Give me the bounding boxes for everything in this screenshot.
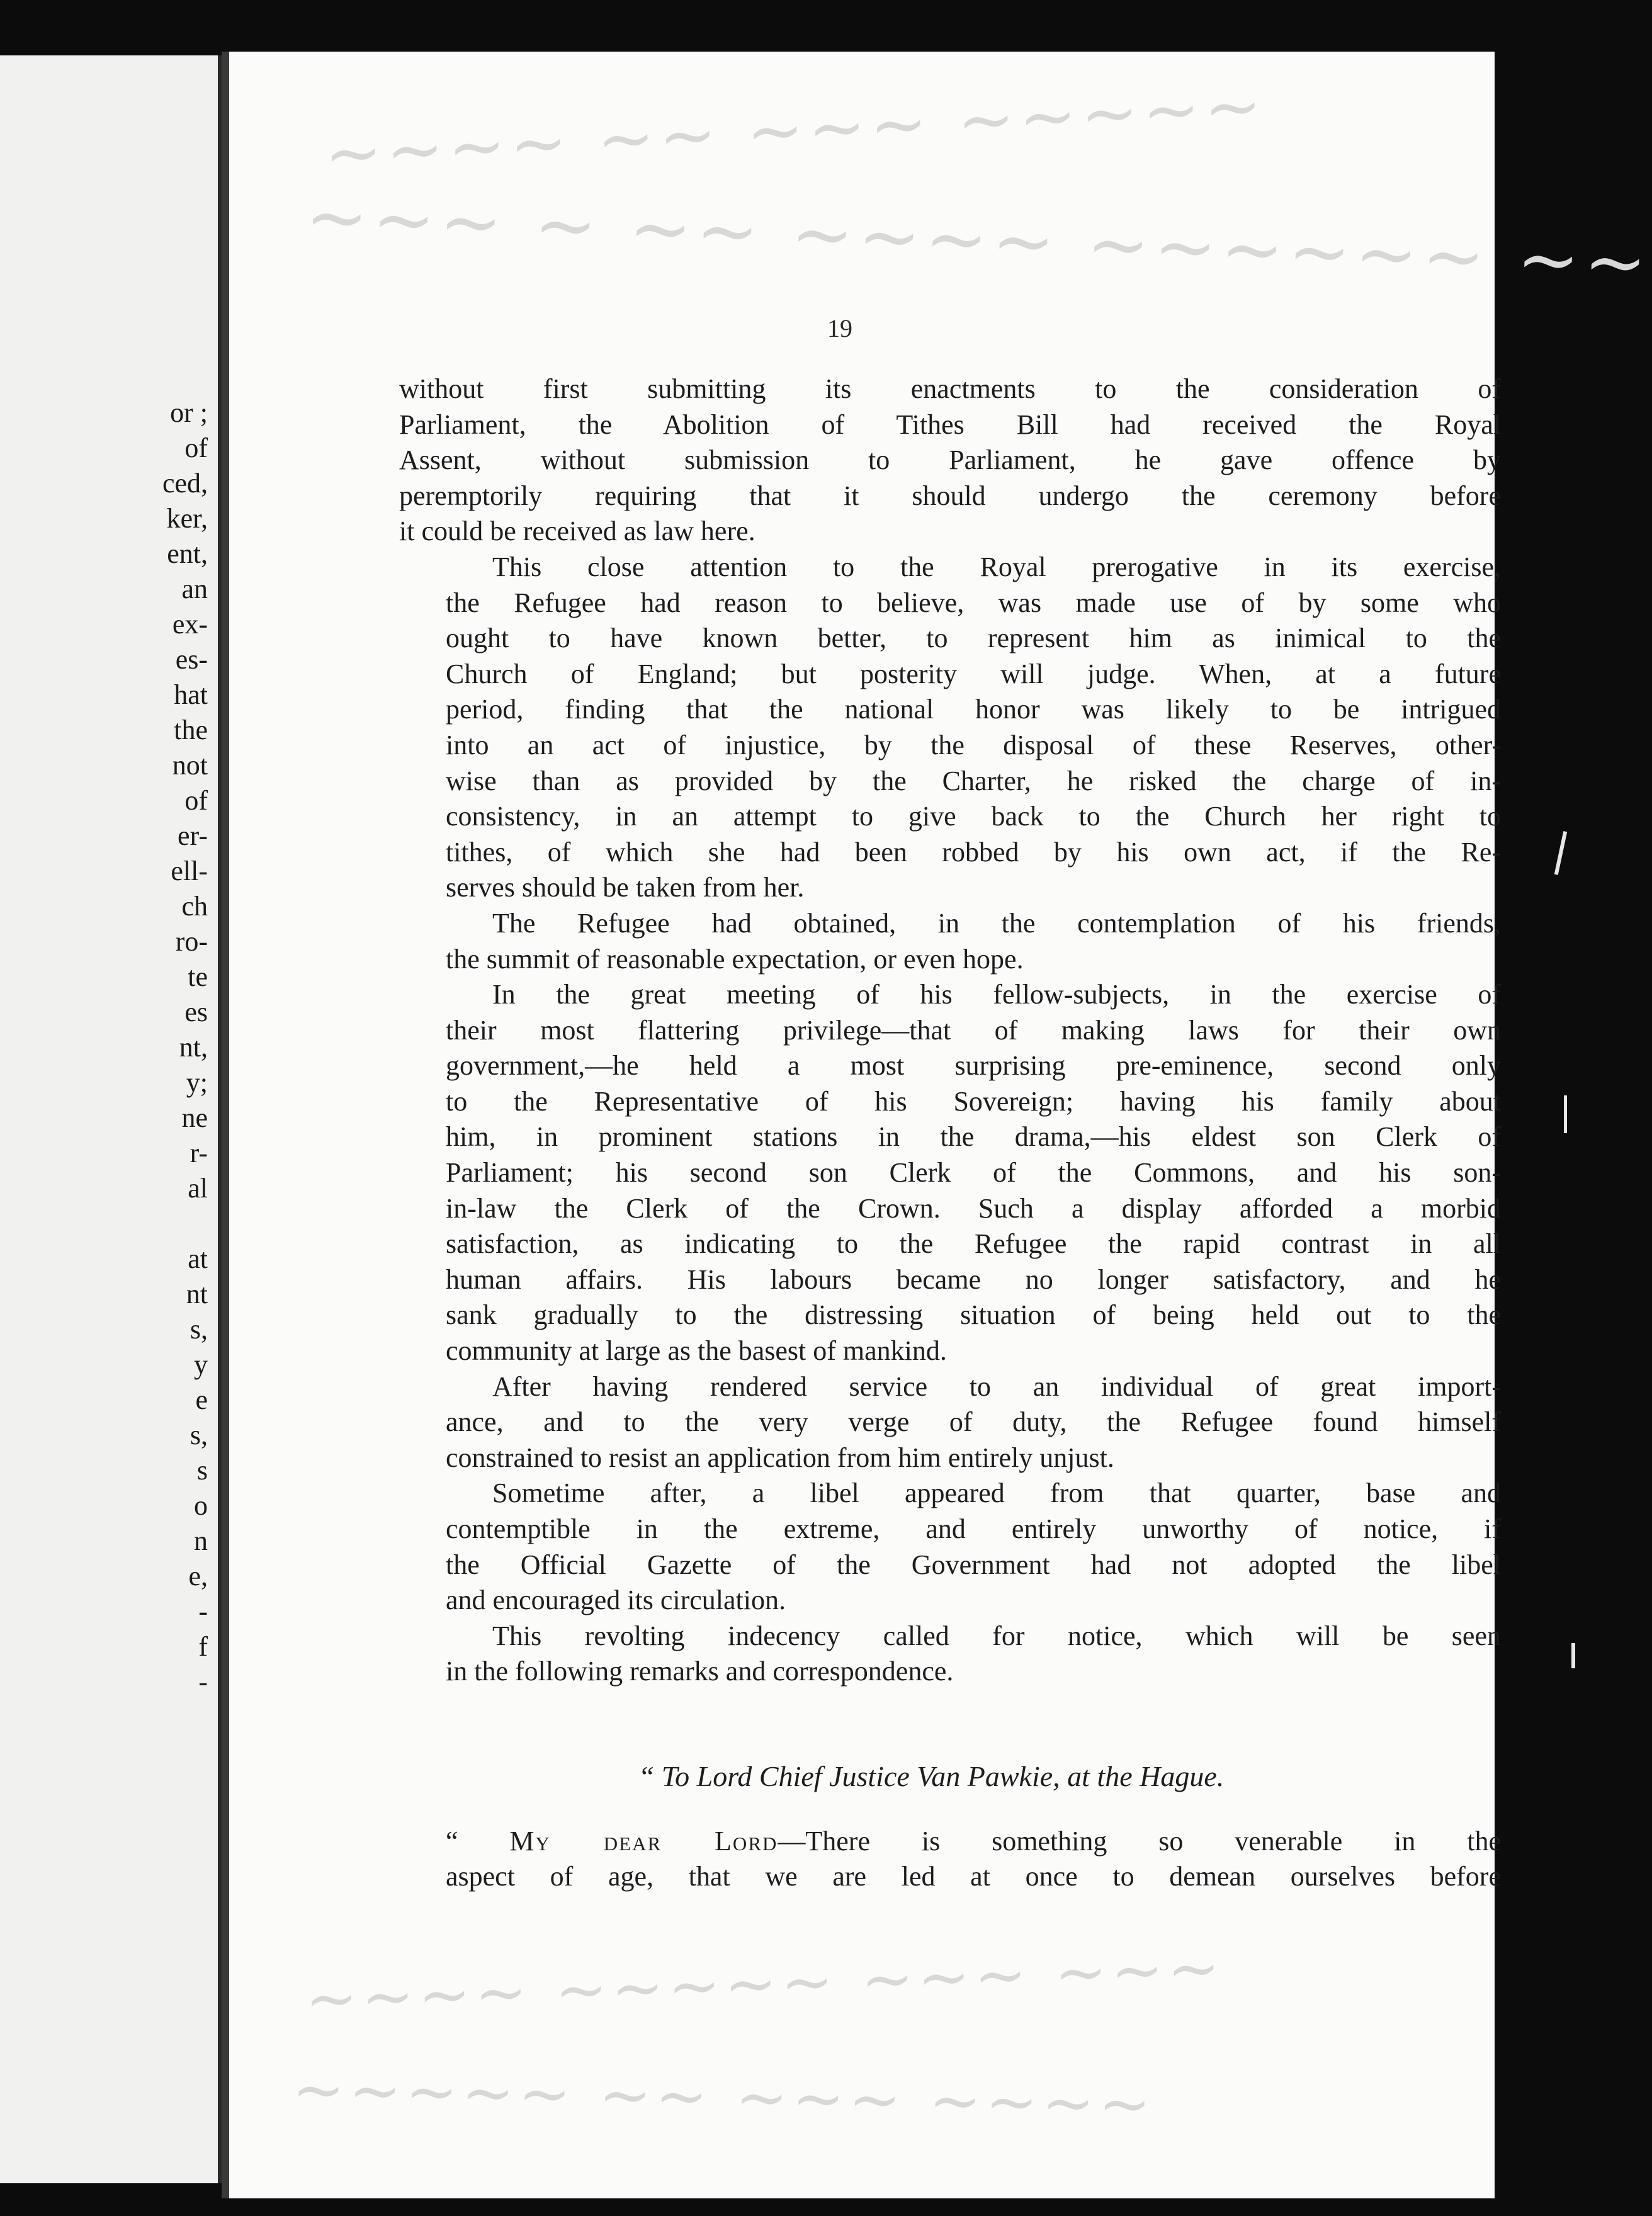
text-line: human affairs. His labours became no longer satisfactory, and he: [446, 1263, 1501, 1295]
text-line: ance, and to the very verge of duty, the Refugee found himself: [446, 1406, 1501, 1438]
left-fragment-line: at: [188, 1243, 208, 1274]
left-fragment-line: er-: [178, 820, 208, 851]
left-fragment-line: e: [195, 1384, 208, 1415]
letter-line: aspect of age, that we are led at once to demean ourselves before: [446, 1861, 1501, 1892]
text-line: sank gradually to the distressing situation of being held out to the: [446, 1299, 1501, 1331]
text-line: consistency, in an attempt to give back to the Church her right to: [446, 801, 1501, 832]
left-page-fragment: [0, 55, 222, 2183]
left-fragment-line: es: [184, 997, 208, 1027]
paragraph: [399, 1476, 1501, 1618]
letter-opening: [399, 1824, 1501, 1895]
left-fragment-line: ro-: [175, 926, 208, 957]
left-fragment-line: of: [184, 785, 208, 816]
paragraph: [399, 1619, 1501, 1690]
salutation: My dear Lord: [509, 1825, 778, 1857]
left-fragment-line: ent,: [167, 538, 208, 569]
left-fragment-line: nt: [186, 1279, 208, 1309]
book-gutter: [222, 52, 229, 2198]
left-fragment-line: ell-: [171, 856, 208, 886]
text-line: serves should be taken from her.: [446, 872, 805, 903]
left-fragment-line: of: [184, 432, 208, 463]
text-line: government,—he held a most surprising pre-eminence, second only: [446, 1050, 1501, 1082]
text-line: peremptorily requiring that it should undergo the ceremony before: [399, 480, 1501, 511]
text-line: in the following remarks and correspondence.: [446, 1656, 954, 1687]
left-fragment-line: -: [198, 1596, 208, 1627]
left-fragment-line: n: [194, 1525, 208, 1556]
text-line: the summit of reasonable expectation, or even hope.: [446, 943, 1024, 975]
left-fragment-line: nt,: [179, 1032, 208, 1063]
paragraph: [399, 371, 1501, 550]
text-line: Assent, without submission to Parliament, he gave offence by: [399, 444, 1501, 476]
text-line: satisfaction, as indicating to the Refugee the rapid contrast in all: [446, 1228, 1501, 1260]
left-fragment-line: an: [181, 574, 208, 604]
text-line: constrained to resist an application from him entirely unjust.: [446, 1442, 1114, 1473]
page-number: 19: [827, 314, 852, 342]
left-fragment-line: not: [172, 750, 208, 781]
text-line: After having rendered service to an individual of great import-: [492, 1371, 1501, 1402]
left-fragment-line: s,: [190, 1420, 208, 1450]
left-fragment-line: ced,: [162, 468, 208, 499]
left-fragment-line: e,: [188, 1561, 208, 1591]
faded-handwriting: ~~~ ~ ~~ ~~~~ ~~~~~~ ~~: [303, 172, 1652, 308]
text-line: tithes, of which she had been robbed by his own act, if the Re-: [446, 836, 1501, 868]
left-fragment-line: te: [188, 961, 208, 992]
left-fragment-line: ker,: [166, 503, 208, 534]
text-line: ought to have known better, to represent him as inimical to the: [446, 623, 1501, 654]
text-line: community at large as the basest of mankind.: [446, 1335, 947, 1367]
letter-heading: “ To Lord Chief Justice Van Pawkie, at the Hague.: [638, 1760, 1225, 1792]
left-fragment-line: o: [194, 1490, 208, 1521]
text-line: Church of England; but posterity will judge. When, at a future: [446, 658, 1501, 689]
left-fragment-line: al: [188, 1173, 208, 1204]
left-fragment-line: -: [198, 1666, 208, 1697]
left-page-text-fragments: [82, 395, 208, 1700]
text-line: contemptible in the extreme, and entirely unworthy of notice, if: [446, 1513, 1501, 1544]
faded-handwriting: ~~~~ ~~ ~~~ ~~~~~: [322, 64, 1268, 195]
text-line: it could be received as law here.: [399, 516, 755, 547]
text-line: to the Representative of his Sovereign; having his family about: [446, 1085, 1501, 1117]
text-line: This revolting indecency called for notice, which will be seen: [492, 1620, 1501, 1651]
left-fragment-line: [82, 1206, 208, 1241]
text-line: Parliament, the Abolition of Tithes Bill had received the Royal: [399, 409, 1501, 440]
body-paragraphs: [399, 371, 1501, 1690]
faded-handwriting: ~~~~~ ~~ ~~~ ~~~~: [291, 2052, 1156, 2141]
left-fragment-line: or ;: [170, 397, 208, 428]
left-fragment-line: f: [198, 1631, 208, 1662]
text-line: The Refugee had obtained, in the contemplation of his friends,: [492, 907, 1501, 939]
left-fragment-line: ch: [181, 891, 208, 922]
left-fragment-line: y: [194, 1349, 208, 1380]
left-fragment-line: ex-: [172, 609, 208, 640]
letter-line: “ My dear Lord—There is something so venerable in the: [446, 1825, 1501, 1857]
text-line: period, finding that the national honor was likely to be intrigued: [446, 694, 1501, 725]
text-line: him, in prominent stations in the drama,—his eldest son Clerk of: [446, 1121, 1501, 1153]
text-line: wise than as provided by the Charter, he risked the charge of in-: [446, 765, 1501, 796]
left-fragment-line: s: [196, 1455, 208, 1486]
paragraph: [399, 906, 1501, 977]
text-line: Parliament; his second son Clerk of the Commons, and his son-: [446, 1157, 1501, 1189]
left-fragment-line: hat: [174, 679, 208, 710]
text-line: into an act of injustice, by the disposal of these Reserves, other-: [446, 729, 1501, 760]
paragraph: [399, 977, 1501, 1369]
faded-handwriting: ~~~~ ~~~~~ ~~~ ~~~: [303, 1930, 1225, 2037]
text-line: and encouraged its circulation.: [446, 1585, 786, 1616]
text-line: This close attention to the Royal prerogative in its exercise,: [492, 551, 1501, 582]
paragraph: [399, 550, 1501, 906]
text-line: the Refugee had reason to believe, was made use of by some who: [446, 587, 1501, 618]
paragraph: [399, 1369, 1501, 1476]
left-fragment-line: s,: [190, 1314, 208, 1345]
text-line: their most flattering privilege—that of making laws for their own: [446, 1014, 1501, 1046]
left-fragment-line: y;: [186, 1067, 208, 1098]
left-fragment-line: r-: [190, 1138, 208, 1168]
text-line: Sometime after, a libel appeared from that quarter, base and: [492, 1478, 1501, 1509]
text-line: In the great meeting of his fellow-subjects, in the exercise of: [492, 979, 1501, 1010]
left-fragment-line: ne: [181, 1102, 208, 1133]
text-line: in-law the Clerk of the Crown. Such a display afforded a morbid: [446, 1192, 1501, 1224]
text-line: without first submitting its enactments to the consideration of: [399, 373, 1501, 404]
right-page: [229, 52, 1652, 2198]
page-body: [399, 371, 1501, 1895]
right-margin-marks: [1496, 831, 1597, 2090]
text-line: the Official Gazette of the Government had not adopted the libel: [446, 1549, 1501, 1580]
left-fragment-line: es-: [175, 644, 208, 675]
left-fragment-line: the: [174, 715, 208, 745]
